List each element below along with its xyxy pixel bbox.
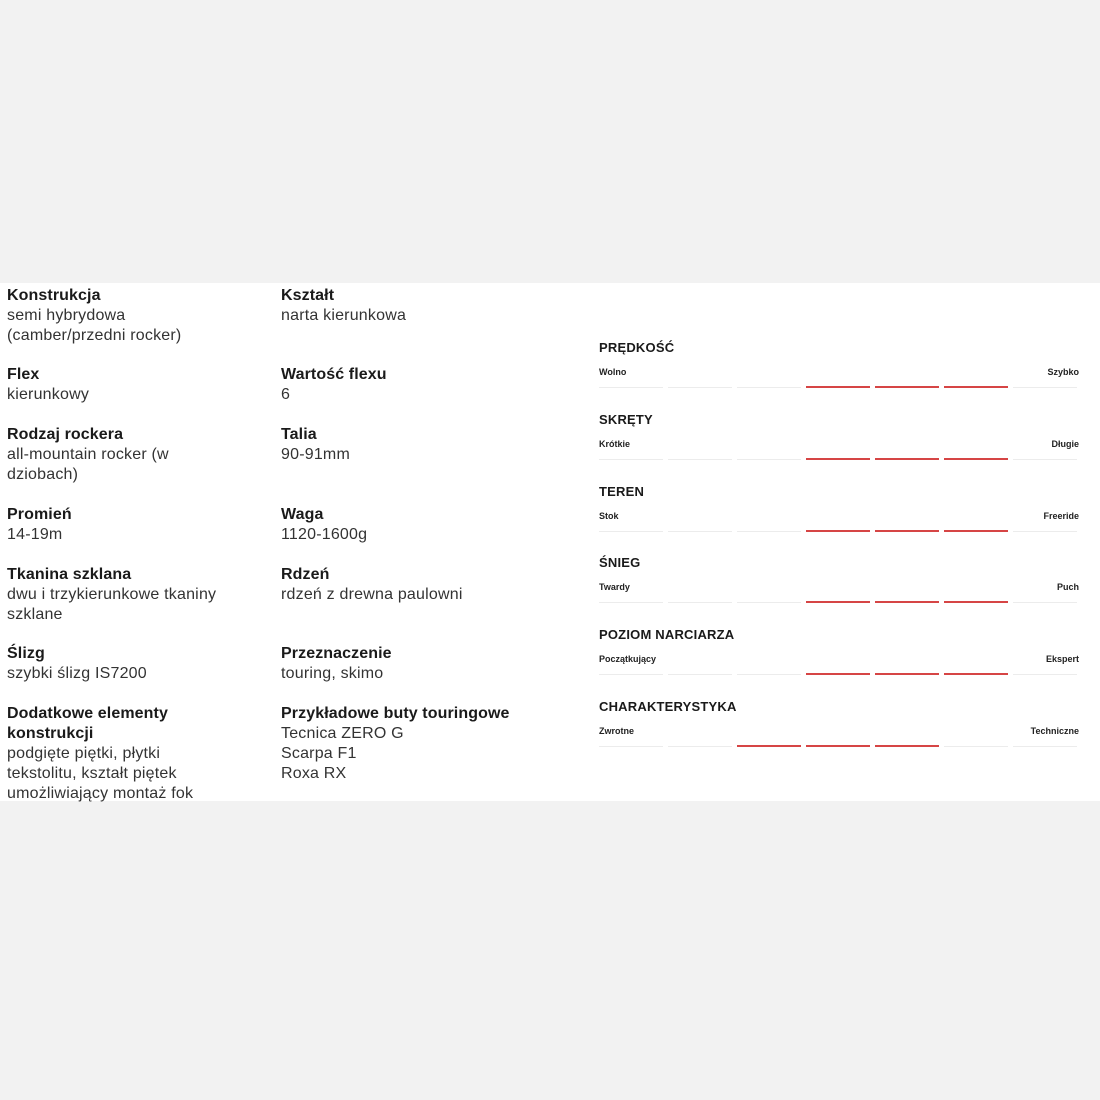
spec-label: Przykładowe buty touringowe: [281, 705, 510, 722]
spec-value-line: dziobach): [7, 466, 79, 483]
spec-value-line: Scarpa F1: [281, 745, 357, 762]
spec-value-line: kierunkowy: [7, 386, 90, 403]
spec-promien: [7, 505, 257, 545]
rating-max-label: Puch: [1056, 582, 1079, 592]
spec-value: [281, 664, 531, 684]
spec-value-line: szybki ślizg IS7200: [7, 665, 147, 682]
spec-label: [7, 704, 257, 744]
spec-value: [281, 585, 531, 605]
spec-tkanina-szklana: [7, 565, 257, 625]
rating-segment-empty: [737, 524, 801, 532]
rating-segment-empty: [599, 452, 663, 460]
rating-segment-filled: [737, 739, 801, 747]
spec-value-line: podgięte piętki, płytki: [7, 745, 161, 762]
rating-segment-filled: [806, 739, 870, 747]
spec-rodzaj-rockera: [7, 425, 257, 485]
rating-segment-filled: [875, 667, 939, 675]
spec-value-line: rdzeń z drewna paulowni: [281, 586, 463, 603]
spec-value-line: umożliwiający montaż fok: [7, 785, 194, 802]
rating-segment-empty: [1013, 739, 1077, 747]
rating-segment-filled: [806, 595, 870, 603]
rating-segment-filled: [875, 380, 939, 388]
rating-segment-filled: [806, 380, 870, 388]
spec-value-line: 90-91mm: [281, 446, 350, 463]
rating-segment-empty: [737, 380, 801, 388]
rating-segment-filled: [944, 667, 1008, 675]
spec-value: [7, 664, 257, 684]
spec-value: [281, 306, 531, 326]
rating-segment-filled: [875, 595, 939, 603]
rating-segment-filled: [806, 667, 870, 675]
spec-value: [281, 724, 561, 784]
rating-segment-empty: [668, 524, 732, 532]
spec-label: Talia: [281, 426, 317, 443]
rating-title: ŚNIEG: [599, 555, 641, 570]
spec-value: [7, 525, 257, 545]
rating-segment-empty: [599, 739, 663, 747]
spec-dodatkowe-elementy: [7, 704, 257, 804]
rating-min-label: Początkujący: [599, 654, 657, 664]
rating-segment-empty: [668, 739, 732, 747]
spec-konstrukcja: [7, 286, 257, 346]
spec-rdzen: [281, 565, 531, 605]
spec-value-line: all-mountain rocker (w: [7, 446, 169, 463]
rating-segment-empty: [737, 595, 801, 603]
rating-segment-filled: [875, 524, 939, 532]
rating-segment-empty: [599, 380, 663, 388]
spec-label-line: Dodatkowe elementy: [7, 705, 168, 722]
spec-label: Wartość flexu: [281, 366, 387, 383]
spec-value-line: 14-19m: [7, 526, 63, 543]
rating-segment-filled: [875, 452, 939, 460]
rating-segment-empty: [668, 595, 732, 603]
spec-przykladowe-buty: [281, 704, 561, 784]
rating-max-label: Techniczne: [1030, 726, 1079, 736]
spec-value-line: touring, skimo: [281, 665, 384, 682]
rating-title: CHARAKTERYSTYKA: [599, 699, 737, 714]
rating-title: POZIOM NARCIARZA: [599, 627, 735, 642]
rating-segment-empty: [599, 524, 663, 532]
spec-value: [7, 385, 257, 405]
rating-segment-empty: [1013, 595, 1077, 603]
rating-title: TEREN: [599, 484, 645, 499]
rating-scale: [599, 524, 1079, 532]
rating-scale: [599, 739, 1079, 747]
rating-segment-filled: [875, 739, 939, 747]
spec-talia: [281, 425, 531, 465]
rating-segment-empty: [1013, 380, 1077, 388]
rating-segment-empty: [599, 667, 663, 675]
spec-value: [281, 525, 531, 545]
spec-label: Tkanina szklana: [7, 566, 132, 583]
rating-title: PRĘDKOŚĆ: [599, 340, 675, 355]
spec-value-line: dwu i trzykierunkowe tkaniny: [7, 586, 217, 603]
rating-scale: [599, 380, 1079, 388]
rating-scale: [599, 452, 1079, 460]
rating-segment-filled: [806, 452, 870, 460]
spec-wartosc-flexu: [281, 365, 531, 405]
rating-segment-filled: [944, 524, 1008, 532]
spec-label: Rodzaj rockera: [7, 426, 124, 443]
rating-min-label: Wolno: [599, 367, 627, 377]
rating-scale: [599, 667, 1079, 675]
rating-segment-filled: [944, 595, 1008, 603]
spec-label: Promień: [7, 506, 72, 523]
spec-value: [7, 306, 257, 346]
spec-waga: [281, 505, 531, 545]
rating-segment-empty: [737, 667, 801, 675]
spec-value-line: tekstolitu, kształt piętek: [7, 765, 177, 782]
spec-label: Ślizg: [7, 645, 45, 662]
rating-segment-empty: [1013, 667, 1077, 675]
rating-segment-empty: [737, 452, 801, 460]
rating-segment-empty: [668, 380, 732, 388]
spec-value-line: narta kierunkowa: [281, 307, 407, 324]
rating-max-label: Długie: [1051, 439, 1079, 449]
spec-label: Rdzeń: [281, 566, 330, 583]
spec-value: [7, 744, 257, 804]
spec-label: Flex: [7, 366, 40, 383]
rating-segment-filled: [944, 452, 1008, 460]
spec-label: Waga: [281, 506, 324, 523]
spec-slizg: [7, 644, 257, 684]
spec-value: [281, 385, 531, 405]
rating-segment-filled: [806, 524, 870, 532]
spec-value: [281, 445, 531, 465]
rating-min-label: Twardy: [599, 582, 630, 592]
rating-segment-empty: [1013, 524, 1077, 532]
rating-min-label: Zwrotne: [599, 726, 634, 736]
rating-segment-filled: [944, 380, 1008, 388]
spec-value-line: 6: [281, 386, 291, 403]
spec-ksztalt: [281, 286, 531, 326]
spec-value-line: 1120-1600g: [281, 526, 368, 543]
spec-value-line: Roxa RX: [281, 765, 347, 782]
spec-value-line: (camber/przedni rocker): [7, 327, 182, 344]
spec-label-line: konstrukcji: [7, 725, 94, 742]
spec-value-line: semi hybrydowa: [7, 307, 126, 324]
product-specs-panel: [0, 283, 1100, 801]
spec-value: [7, 445, 257, 485]
rating-segment-empty: [1013, 452, 1077, 460]
spec-value: [7, 585, 257, 625]
rating-segment-empty: [944, 739, 1008, 747]
rating-max-label: Szybko: [1047, 367, 1079, 377]
spec-label: Konstrukcja: [7, 287, 101, 304]
rating-min-label: Krótkie: [599, 439, 631, 449]
spec-flex: [7, 365, 257, 405]
rating-scale: [599, 595, 1079, 603]
rating-min-label: Stok: [599, 511, 619, 521]
rating-segment-empty: [599, 595, 663, 603]
rating-title: SKRĘTY: [599, 412, 653, 427]
spec-value-line: szklane: [7, 606, 63, 623]
spec-value-line: Tecnica ZERO G: [281, 725, 404, 742]
rating-segment-empty: [668, 452, 732, 460]
rating-max-label: Freeride: [1043, 511, 1079, 521]
rating-segment-empty: [668, 667, 732, 675]
spec-label: Kształt: [281, 287, 335, 304]
spec-label: Przeznaczenie: [281, 645, 392, 662]
spec-przeznaczenie: [281, 644, 531, 684]
rating-max-label: Ekspert: [1045, 654, 1079, 664]
